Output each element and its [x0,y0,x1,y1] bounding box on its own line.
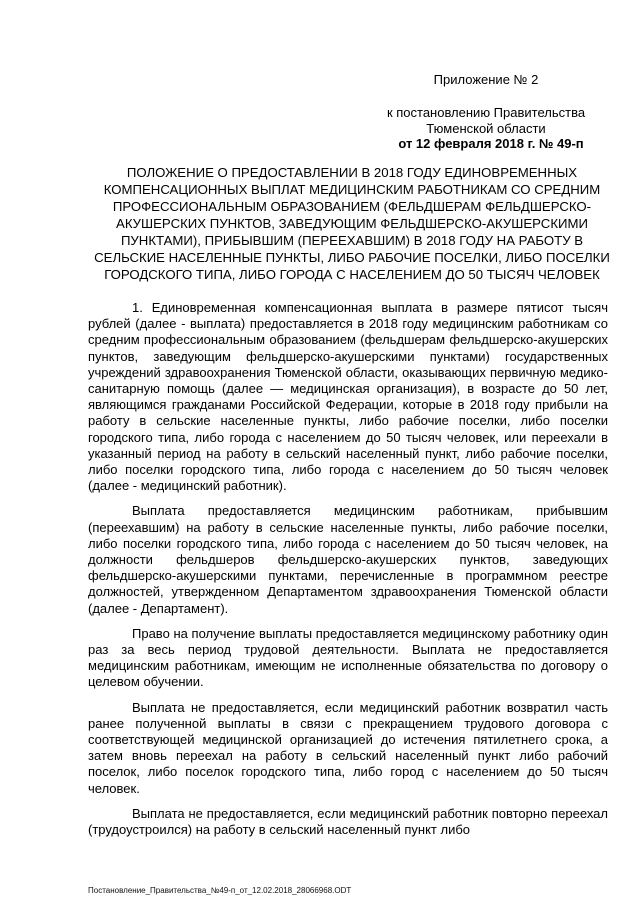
file-footer: Постановление_Правительства_№49-п_от_12.02.2018_28066968.ODT [88,886,352,895]
appendix-label: Приложение № 2 [433,72,539,87]
document-title: ПОЛОЖЕНИЕ О ПРЕДОСТАВЛЕНИИ В 2018 ГОДУ ЕДИНОВРЕМЕННЫХ КОМПЕНСАЦИОННЫХ ВЫПЛАТ МЕДИЦИНСКИМ РАБОТНИКАМ СО СРЕДНИМ ПРОФЕССИОНАЛЬНЫМ ОБРАЗОВАНИЕМ (ФЕЛЬДШЕРАМ ФЕЛЬДШЕРСКО-АКУШЕРСКИХ ПУНКТОВ, ЗАВЕДУЮЩИМ ФЕЛЬДШЕРСКО-АКУШЕРСКИМИ ПУНКТАМИ), ПРИБЫВШИМ (ПЕРЕЕХАВШИМ) В 2018 ГОДУ НА РАБОТУ В СЕЛЬСКИЕ НАСЕЛЕННЫЕ ПУНКТЫ, ЛИБО РАБОЧИЕ ПОСЕЛКИ, ЛИБО ПОСЕЛКИ ГОРОДСКОГО ТИПА, ЛИБО ГОРОДА С НАСЕЛЕНИЕМ ДО 50 ТЫСЯЧ ЧЕЛОВЕК [94,165,610,282]
paragraph-2: Выплата предоставляется медицинским работникам, прибывшим (переехавшим) на работу в сельские населенные пункты, либо рабочие поселки, либо поселки городского типа, либо города с населением до 50 тысяч человек, на должности фельдшеров фельдшерско-акушерских пунктов, заведующих фельдшерско-акушерскими пунктами, перечисленные в программном реестре должностей, утвержденном Департаментом здравоохранения Тюменской области (далее - Департамент). [88,503,608,616]
paragraph-3: Право на получение выплаты предоставляется медицинскому работнику один раз за весь период трудовой деятельности. Выплата не предоставляется медицинским работникам, имеющим не исполненные обязательства по договору о целевом обучении. [88,625,608,690]
document-body [88,300,608,847]
resolution-date-number: от 12 февраля 2018 г. № 49-п [398,136,584,151]
paragraph-5: Выплата не предоставляется, если медицинский работник повторно переехал (трудоустроился) на работу в сельский населенный пункт либо [88,805,608,838]
paragraph-4: Выплата не предоставляется, если медицинский работник возвратил часть ранее полученной выплаты в связи с прекращением трудового договора с соответствующей медицинской организацией до истечения пятилетнего срока, а затем вновь переехал на работу в сельский населенный пункт либо рабочий поселок, либо поселок городского типа, либо город с населением до 50 тысяч человек. [88,699,608,796]
paragraph-1: 1. Единовременная компенсационная выплата в размере пятисот тысяч рублей (далее - выплата) предоставляется в 2018 году медицинским работникам со средним профессиональным образованием (фельдшерам фельдшерско-акушерских пунктов, заведующим фельдшерско-акушерскими пунктами) государственных учреждений здравоохранения Тюменской области, оказывающих первичную медико-санитарную помощь (далее — медицинская организация), в возрасте до 50 лет, являющимся гражданами Российской Федерации, которые в 2018 году прибыли на работу в сельские населенные пункты, либо рабочие поселки, либо поселки городского типа, либо города с населением до 50 тысяч человек, или переехали в указанный период на работу в сельский населенный пункт, либо рабочие поселки, либо поселки городского типа, либо города с населением до 50 тысяч человек (далее - медицинский работник). [88,300,608,494]
resolution-reference: к постановлению Правительства Тюменской области [386,105,586,136]
